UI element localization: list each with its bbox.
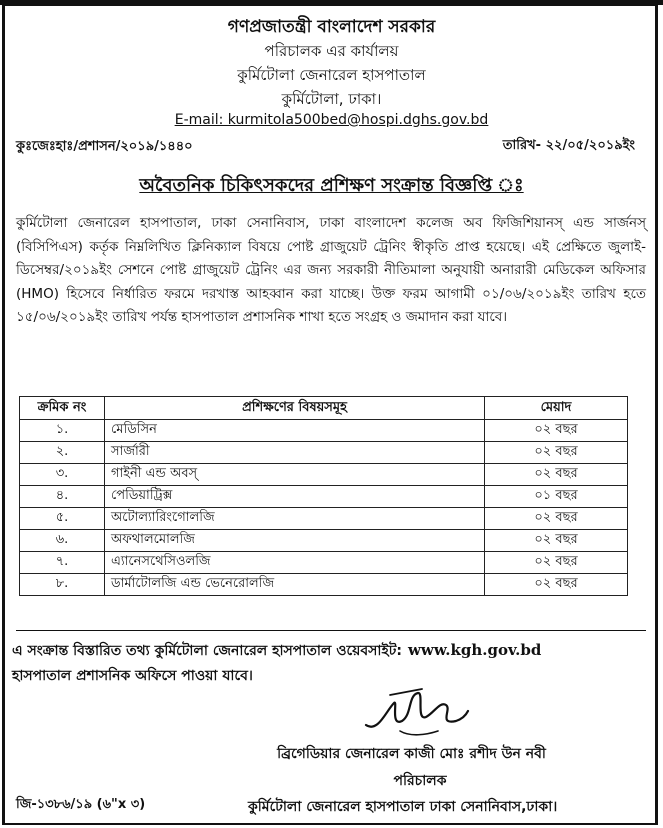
table-row xyxy=(20,530,628,552)
row-subject: অফথালমোলজি xyxy=(105,530,485,552)
table-row xyxy=(20,486,628,508)
info-line xyxy=(12,639,541,663)
col-header-duration: মেয়াদ xyxy=(485,397,628,420)
notice-body: কুর্মিটোলা জেনারেল হাসপাতাল, ঢাকা সেনানিবাস, ঢাকা বাংলাদেশ কলেজ অব ফিজিশিয়ানস্ এন্ড সার্জনস্ (বিসিপিএস) কর্তৃক নিম্নলিখিত ক্লিনিক্যাল বিষয়ে পোষ্ট গ্রাজুয়েট ট্রেনিং স্বীকৃতি প্রাপ্ত হয়েছে। এই প্রেক্ষিতে জুলাই-ডিসেম্বর/২০১৯ইং সেশনে পোষ্ট গ্রাজুয়েট ট্রেনিং এর জন্য সরকারী নীতিমালা অনুযায়ী অনারারী মেডিকেল অফিসার (HMO) হিসেবে নির্ধারিত ফরমে দরখাস্ত আহব্বান করা যাচ্ছে। উক্ত ফরম আগামী ০১/০৬/২০১৯ইং তারিখ হতে ১৫/০৬/২০১৯ইং তারিখ পর্যন্ত হাসপাতাল প্রশাসনিক শাখা হতে সংগ্রহ ও জমাদান করা যাবে। xyxy=(16,215,646,325)
row-subject: গাইনী এন্ড অবস্ xyxy=(105,464,485,486)
govt-title: গণপ্রজাতন্ত্রী বাংলাদেশ সরকার xyxy=(227,17,436,37)
signatory-designation: পরিচালক xyxy=(393,773,447,789)
row-subject: অটোল্যারিংগোলজি xyxy=(105,508,485,530)
row-duration: ০২ বছর xyxy=(485,574,628,596)
table-row xyxy=(20,464,628,486)
row-serial: ২. xyxy=(20,442,105,464)
row-duration: ০২ বছর xyxy=(485,420,628,442)
hospital-location: কুর্মিটোলা, ঢাকা। xyxy=(281,90,382,108)
row-duration: ০২ বছর xyxy=(485,508,628,530)
info-text: এ সংক্রান্ত বিস্তারিত তথ্য কুর্মিটোলা জেনারেল হাসপাতাল ওয়েবসাইট: xyxy=(12,643,402,659)
table-row xyxy=(20,442,628,464)
row-duration: ০২ বছর xyxy=(485,530,628,552)
row-serial: ৮. xyxy=(20,574,105,596)
print-code: জি-১৩৮৬/১৯ (৬"x ৩) xyxy=(16,797,146,812)
office-title: পরিচালক এর কার্যালয় xyxy=(264,42,399,60)
row-duration: ০২ বছর xyxy=(485,442,628,464)
row-duration: ০১ বছর xyxy=(485,486,628,508)
col-header-serial: ক্রমিক নং xyxy=(20,397,105,420)
row-duration: ০২ বছর xyxy=(485,464,628,486)
row-subject: সার্জারী xyxy=(105,442,485,464)
row-serial: ৫. xyxy=(20,508,105,530)
row-serial: ১. xyxy=(20,420,105,442)
signatory-name: ব্রিগেডিয়ার জেনারেল কাজী মোঃ রশীদ উন নবী xyxy=(277,746,546,762)
hospital-name: কুর্মিটোলা জেনারেল হাসপাতাল xyxy=(237,66,426,84)
training-table xyxy=(19,396,628,596)
row-subject: পেডিয়াট্রিক্স xyxy=(105,486,485,508)
email-link[interactable]: E-mail: kurmitola500bed@hospi.dghs.gov.bd xyxy=(174,112,489,128)
info-line-2: হাসপাতাল প্রশাসনিক অফিসে পাওয়া যাবে। xyxy=(12,668,253,684)
separator-line xyxy=(16,630,646,631)
notice-title: অবৈতনিক চিকিৎসকদের প্রশিক্ষণ সংক্রান্ত বিজ্ঞপ্তি ঃ xyxy=(139,175,524,196)
table-row xyxy=(20,552,628,574)
col-header-subject: প্রশিক্ষণের বিষয়সমূহ xyxy=(105,397,485,420)
signatory-address: কুর্মিটোলা জেনারেল হাসপাতাল ঢাকা সেনানিবাস,ঢাকা। xyxy=(248,799,558,815)
email-line xyxy=(0,112,663,128)
table-row xyxy=(20,420,628,442)
table-header-row xyxy=(20,397,628,420)
row-serial: ৬. xyxy=(20,530,105,552)
memo-reference: কুঃজেঃহাঃ/প্রশাসন/২০১৯/১৪৪০ xyxy=(16,139,193,154)
row-serial: ৪. xyxy=(20,486,105,508)
row-subject: মেডিসিন xyxy=(105,420,485,442)
row-duration: ০২ বছর xyxy=(485,552,628,574)
website-link[interactable]: www.kgh.gov.bd xyxy=(408,641,542,659)
row-serial: ৩. xyxy=(20,464,105,486)
memo-date: তারিখ- ২২/০৫/২০১৯ইং xyxy=(502,138,635,153)
table-row xyxy=(20,574,628,596)
row-subject: ডার্মাটোলজি এন্ড ভেনেরোলজি xyxy=(105,574,485,596)
table-row xyxy=(20,508,628,530)
row-serial: ৭. xyxy=(20,552,105,574)
row-subject: এ্যানেসথেসিওলজি xyxy=(105,552,485,574)
signature-image xyxy=(360,681,470,741)
